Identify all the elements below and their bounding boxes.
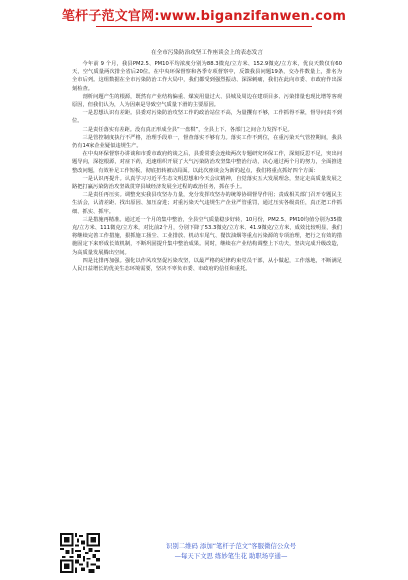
footer-line-1: 识别二维码 添加“笔杆子范文”客服微信公众号 bbox=[165, 542, 297, 550]
paragraph: 一是思想认识有差距。县委对污染防治攻坚工作的政治站位不高，为量攫有不够，工作抓得不紧，督导问责不到位。 bbox=[72, 110, 342, 125]
site-banner-title[interactable]: 笔杆子范文官网:www.biganzifanwen.com bbox=[61, 9, 347, 24]
qr-code-icon[interactable] bbox=[60, 533, 100, 573]
page-footer bbox=[60, 533, 360, 575]
paragraph: 三是管控制度执行不严格，治理手段单一，督查落实不够有力。落实工作不到位，在重污染天气管控期间，我县仍有14家企业疑似违规生产。 bbox=[72, 134, 342, 150]
site-banner bbox=[0, 0, 408, 44]
paragraph: 四是比排再加强。强化以作风攻坚促污染攻坚，以最严格的纪律约束党员干部，从小做起，工作落地，不断满足人民日益增长的优美生态环境需要，坚决不辜负市委、市政府的信任和重托。 bbox=[72, 257, 342, 273]
paragraph: 剖析问题产生的根源，既然有产业结构偏重、煤炭用量过大、县城及周边在建项目多、污染排量也现比增等客观原因，但我们认为，人为因素是导致空气质量下滑的主要原因。 bbox=[72, 93, 342, 109]
paragraph: 二是责任再压实。调整充实我县攻坚办力量，充分发挥攻坚办的统筹协调督导作用；责成相关部门召开专题民主生活会，认清差距、找出原因、加压奋进；对重污染天气违规生产企业严管重罚，通过压实各级责任，真正把工作抓细、抓实、抓牢。 bbox=[72, 192, 342, 215]
paragraph: 三是措施再精准。通过近一个月的集中整治，全县空气质量稳步好转，10月份，PM2.5、PM10均值分别为35微克/立方米、111微克/立方米，对比前2个月，分别下降了53.3微克/立方米、41.9微克/立方米，成效比较明显，我们将继续完善工作措施，狠抓施工扬尘、工业排放、机动车尾气、餐饮油烟等重点污染源的专项治理，把行之有效的措施固定下来形成长效机制，不断巩固提升集中整治成果。同时，继续在产业结构调整上下功夫，坚决完成升级改造，为高质量发展腾出空间。 bbox=[72, 216, 342, 256]
paragraph: 在中央环保督察办讲谈和市委市政府约谈之后，县委常委会连续两次专题研究环保工作，深刻反思不足，突出问题导向，深挖根源，对症下药，迅速组织开展了大气污染防治攻坚集中整治行动，决心通过两个月的努力，全面推进整改问题，有效补足工作短板，彻底扭转被动局面。以此次座谈会为新的起点，我们将重点抓好四个方面： bbox=[72, 151, 342, 174]
paragraph: 今年前 9 个月，我县PM2.5、PM10平均浓度分别为88.3微克/立方米、152.9微克/立方米，优良天数仅有60天，空气质量两次排全省后20位。在中央环保督察和各季专项督察中，反馈我县问题19条，交办件数量上，排名为全市后列。这组数据在全市污染防治工作大局中，我们都受到强烈振动、深深刺痛，我们在此向市委、市政府作出深刻检查。 bbox=[72, 61, 342, 92]
footer-text bbox=[106, 541, 356, 561]
document-title: 在全市污染防治攻坚工作座谈会上的表态发言 bbox=[151, 50, 263, 56]
banner-divider bbox=[96, 26, 312, 27]
document-body bbox=[72, 49, 342, 273]
paragraph: 一是认识再提升。认真学习习近平生态文明思想和今天会议精神，自觉落实五大发展理念，坚定走高质量发展之路把打赢污染防治攻坚战贯穿县域经济发展全过程的政治任务，抓在手上。 bbox=[72, 175, 342, 191]
footer-line-2: —每天下文思 练妙笔生花 助职场亨通— bbox=[174, 552, 288, 560]
paragraph: 二是责任落实有差距。没有真正形成全县“一盘棋”，全县上下、各部门之间合力发挥不足。 bbox=[82, 126, 293, 133]
